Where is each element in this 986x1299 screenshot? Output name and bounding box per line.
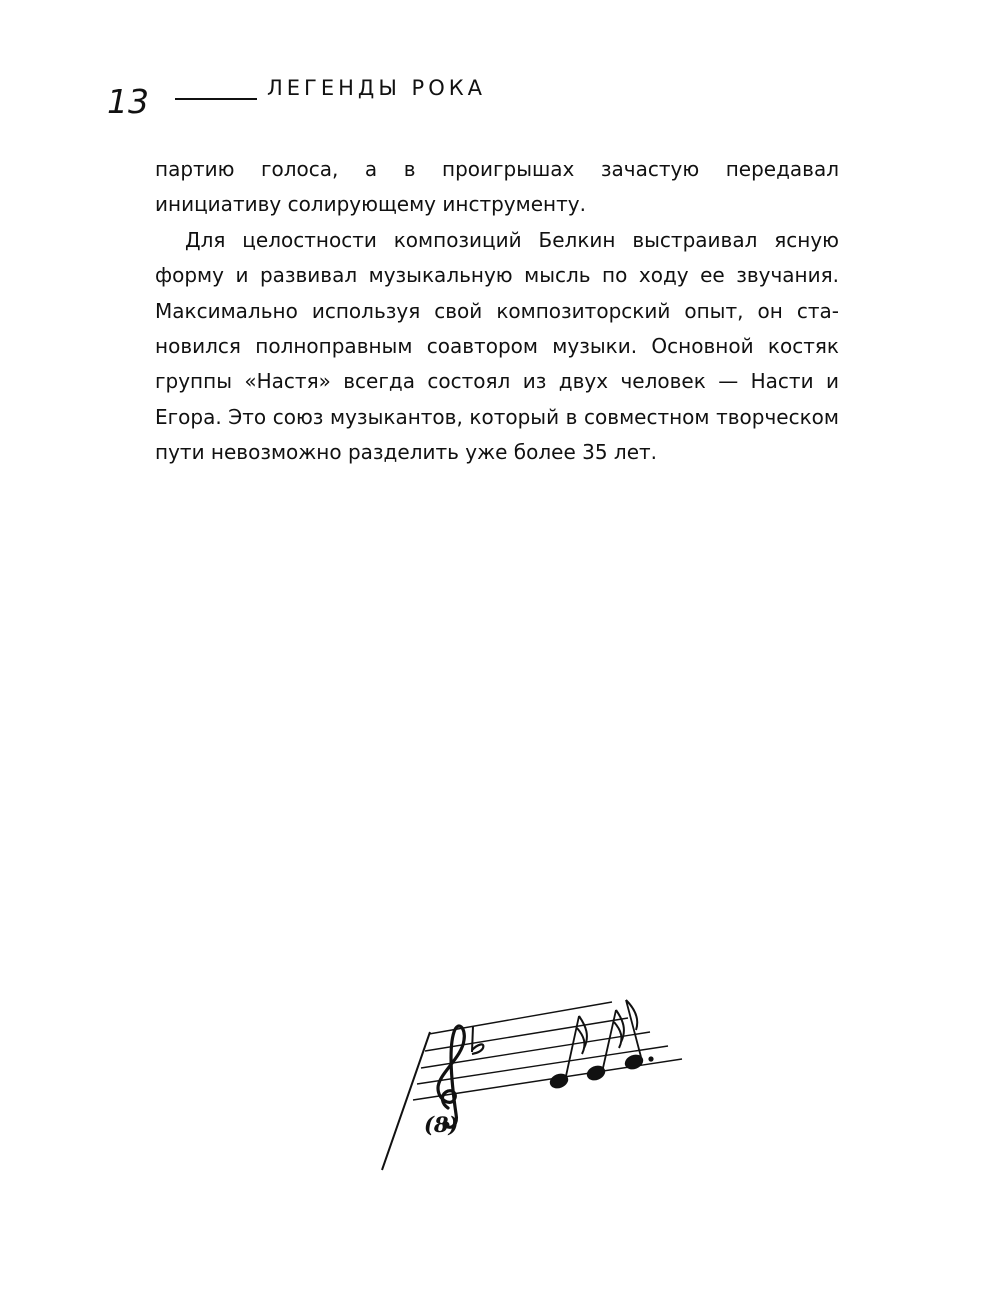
running-title: ЛЕГЕНДЫ РОКА (267, 76, 487, 100)
flat-sign-icon (472, 1026, 483, 1054)
dot-icon (648, 1056, 653, 1061)
header-rule (175, 98, 257, 100)
music-staff-illustration (372, 996, 692, 1176)
music-staff-icon (372, 996, 692, 1176)
body-text (155, 152, 839, 471)
staff-barline (382, 1032, 430, 1170)
paragraph-2: Для целостности композиций Белкин выстраивал ясную форму и развивал музыкальную мысль по ходу ее звучания. Максимально используя свой композиторский опыт, он становился полноправным соавтором музыки. Основной костяк группы «Настя» всегда состоял из двух человек — Насти и Егора. Это союз музыкантов, который в совместном творческом пути невозможно разделить уже более 35 лет. (155, 227, 839, 465)
page-number: 13 (107, 82, 149, 121)
paragraph-1: партию голоса, а в проигрышах зачастую передавал инициативу солирующему инструменту. (155, 157, 839, 217)
page-header (107, 72, 807, 122)
octave-mark: (8) (424, 1112, 459, 1137)
note-head-3 (623, 1053, 645, 1072)
